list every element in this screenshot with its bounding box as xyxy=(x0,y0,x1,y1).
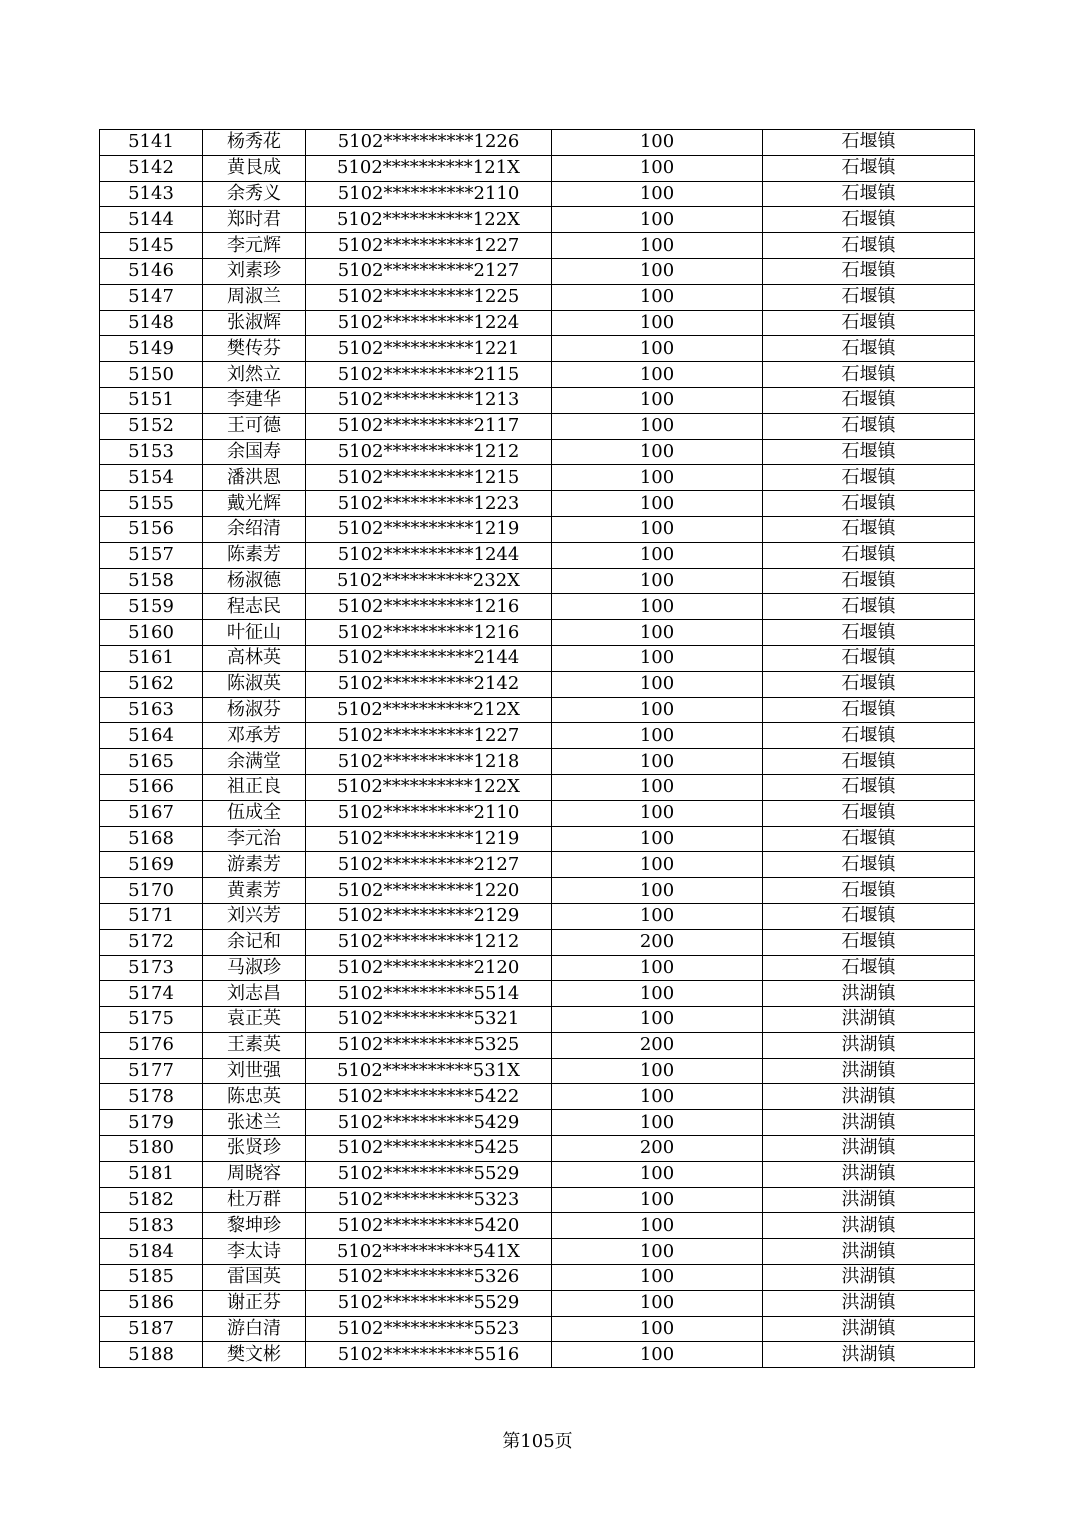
table-row xyxy=(100,749,975,775)
table-row xyxy=(100,852,975,878)
amount-cell: 100 xyxy=(552,800,763,826)
name-cell: 叶征山 xyxy=(203,620,306,646)
id-number-cell: 5102**********2110 xyxy=(306,800,552,826)
id-number-cell: 5102**********1227 xyxy=(306,723,552,749)
town-cell: 石堰镇 xyxy=(763,310,975,336)
town-cell: 洪湖镇 xyxy=(763,1187,975,1213)
town-cell: 石堰镇 xyxy=(763,749,975,775)
name-cell: 游素芳 xyxy=(203,852,306,878)
town-cell: 洪湖镇 xyxy=(763,1161,975,1187)
amount-cell: 100 xyxy=(552,1084,763,1110)
serial-number-cell: 5186 xyxy=(100,1290,203,1316)
name-cell: 戴光辉 xyxy=(203,491,306,517)
town-cell: 洪湖镇 xyxy=(763,1265,975,1291)
id-number-cell: 5102**********5429 xyxy=(306,1110,552,1136)
serial-number-cell: 5165 xyxy=(100,749,203,775)
id-number-cell: 5102**********5323 xyxy=(306,1187,552,1213)
town-cell: 石堰镇 xyxy=(763,181,975,207)
amount-cell: 100 xyxy=(552,645,763,671)
id-number-cell: 5102**********1226 xyxy=(306,130,552,156)
serial-number-cell: 5180 xyxy=(100,1136,203,1162)
name-cell: 王素英 xyxy=(203,1032,306,1058)
amount-cell: 100 xyxy=(552,542,763,568)
table-row xyxy=(100,929,975,955)
town-cell: 石堰镇 xyxy=(763,774,975,800)
town-cell: 洪湖镇 xyxy=(763,1290,975,1316)
town-cell: 石堰镇 xyxy=(763,594,975,620)
amount-cell: 100 xyxy=(552,697,763,723)
serial-number-cell: 5177 xyxy=(100,1058,203,1084)
serial-number-cell: 5164 xyxy=(100,723,203,749)
table-row xyxy=(100,645,975,671)
amount-cell: 100 xyxy=(552,955,763,981)
table-row xyxy=(100,1342,975,1368)
serial-number-cell: 5151 xyxy=(100,387,203,413)
town-cell: 石堰镇 xyxy=(763,336,975,362)
amount-cell: 100 xyxy=(552,465,763,491)
name-cell: 李元治 xyxy=(203,826,306,852)
id-number-cell: 5102**********2144 xyxy=(306,645,552,671)
id-number-cell: 5102**********1220 xyxy=(306,878,552,904)
amount-cell: 100 xyxy=(552,1290,763,1316)
table-row xyxy=(100,723,975,749)
id-number-cell: 5102**********2115 xyxy=(306,362,552,388)
town-cell: 洪湖镇 xyxy=(763,1032,975,1058)
id-number-cell: 5102**********5523 xyxy=(306,1316,552,1342)
amount-cell: 100 xyxy=(552,620,763,646)
town-cell: 石堰镇 xyxy=(763,826,975,852)
name-cell: 邓承芳 xyxy=(203,723,306,749)
serial-number-cell: 5155 xyxy=(100,491,203,517)
name-cell: 陈淑英 xyxy=(203,671,306,697)
serial-number-cell: 5184 xyxy=(100,1239,203,1265)
town-cell: 石堰镇 xyxy=(763,568,975,594)
id-number-cell: 5102**********1212 xyxy=(306,439,552,465)
name-cell: 马淑珍 xyxy=(203,955,306,981)
serial-number-cell: 5156 xyxy=(100,516,203,542)
town-cell: 石堰镇 xyxy=(763,852,975,878)
name-cell: 张述兰 xyxy=(203,1110,306,1136)
id-number-cell: 5102**********1244 xyxy=(306,542,552,568)
table-row xyxy=(100,516,975,542)
id-number-cell: 5102**********2129 xyxy=(306,903,552,929)
name-cell: 张淑辉 xyxy=(203,310,306,336)
table-row xyxy=(100,439,975,465)
serial-number-cell: 5187 xyxy=(100,1316,203,1342)
town-cell: 石堰镇 xyxy=(763,800,975,826)
amount-cell: 100 xyxy=(552,1342,763,1368)
name-cell: 杨秀花 xyxy=(203,130,306,156)
serial-number-cell: 5170 xyxy=(100,878,203,904)
name-cell: 余绍清 xyxy=(203,516,306,542)
table-row xyxy=(100,1213,975,1239)
table-row xyxy=(100,1239,975,1265)
serial-number-cell: 5162 xyxy=(100,671,203,697)
name-cell: 刘然立 xyxy=(203,362,306,388)
name-cell: 程志民 xyxy=(203,594,306,620)
serial-number-cell: 5173 xyxy=(100,955,203,981)
amount-cell: 100 xyxy=(552,130,763,156)
table-row xyxy=(100,1161,975,1187)
name-cell: 伍成全 xyxy=(203,800,306,826)
serial-number-cell: 5172 xyxy=(100,929,203,955)
name-cell: 余记和 xyxy=(203,929,306,955)
amount-cell: 100 xyxy=(552,387,763,413)
serial-number-cell: 5154 xyxy=(100,465,203,491)
table-row xyxy=(100,465,975,491)
table-row xyxy=(100,181,975,207)
name-cell: 黄素芳 xyxy=(203,878,306,904)
serial-number-cell: 5176 xyxy=(100,1032,203,1058)
serial-number-cell: 5149 xyxy=(100,336,203,362)
id-number-cell: 5102**********5325 xyxy=(306,1032,552,1058)
serial-number-cell: 5146 xyxy=(100,258,203,284)
town-cell: 石堰镇 xyxy=(763,955,975,981)
id-number-cell: 5102**********5321 xyxy=(306,1007,552,1033)
town-cell: 石堰镇 xyxy=(763,258,975,284)
id-number-cell: 5102**********5422 xyxy=(306,1084,552,1110)
amount-cell: 100 xyxy=(552,981,763,1007)
amount-cell: 100 xyxy=(552,516,763,542)
serial-number-cell: 5168 xyxy=(100,826,203,852)
amount-cell: 100 xyxy=(552,1316,763,1342)
town-cell: 石堰镇 xyxy=(763,155,975,181)
table-row xyxy=(100,594,975,620)
table-row xyxy=(100,336,975,362)
name-cell: 樊传芬 xyxy=(203,336,306,362)
town-cell: 石堰镇 xyxy=(763,387,975,413)
id-number-cell: 5102**********1219 xyxy=(306,826,552,852)
table-row xyxy=(100,903,975,929)
serial-number-cell: 5141 xyxy=(100,130,203,156)
amount-cell: 100 xyxy=(552,594,763,620)
id-number-cell: 5102**********1225 xyxy=(306,284,552,310)
name-cell: 杜万群 xyxy=(203,1187,306,1213)
id-number-cell: 5102**********1218 xyxy=(306,749,552,775)
serial-number-cell: 5166 xyxy=(100,774,203,800)
serial-number-cell: 5157 xyxy=(100,542,203,568)
id-number-cell: 5102**********1223 xyxy=(306,491,552,517)
serial-number-cell: 5179 xyxy=(100,1110,203,1136)
table-row xyxy=(100,1136,975,1162)
id-number-cell: 5102**********5425 xyxy=(306,1136,552,1162)
serial-number-cell: 5169 xyxy=(100,852,203,878)
id-number-cell: 5102**********2127 xyxy=(306,258,552,284)
table-row xyxy=(100,697,975,723)
id-number-cell: 5102**********1224 xyxy=(306,310,552,336)
amount-cell: 200 xyxy=(552,1136,763,1162)
id-number-cell: 5102**********1213 xyxy=(306,387,552,413)
serial-number-cell: 5174 xyxy=(100,981,203,1007)
town-cell: 石堰镇 xyxy=(763,233,975,259)
table-row xyxy=(100,568,975,594)
amount-cell: 200 xyxy=(552,929,763,955)
table-row xyxy=(100,491,975,517)
serial-number-cell: 5142 xyxy=(100,155,203,181)
serial-number-cell: 5167 xyxy=(100,800,203,826)
amount-cell: 100 xyxy=(552,413,763,439)
serial-number-cell: 5181 xyxy=(100,1161,203,1187)
town-cell: 石堰镇 xyxy=(763,362,975,388)
amount-cell: 100 xyxy=(552,1213,763,1239)
id-number-cell: 5102**********1216 xyxy=(306,620,552,646)
table-row xyxy=(100,1110,975,1136)
amount-cell: 100 xyxy=(552,1239,763,1265)
serial-number-cell: 5143 xyxy=(100,181,203,207)
name-cell: 余国寿 xyxy=(203,439,306,465)
name-cell: 李元辉 xyxy=(203,233,306,259)
name-cell: 袁正英 xyxy=(203,1007,306,1033)
id-number-cell: 5102**********2110 xyxy=(306,181,552,207)
table-row xyxy=(100,233,975,259)
table-row xyxy=(100,955,975,981)
id-number-cell: 5102**********2120 xyxy=(306,955,552,981)
amount-cell: 100 xyxy=(552,568,763,594)
town-cell: 石堰镇 xyxy=(763,723,975,749)
serial-number-cell: 5152 xyxy=(100,413,203,439)
town-cell: 洪湖镇 xyxy=(763,1213,975,1239)
id-number-cell: 5102**********1221 xyxy=(306,336,552,362)
amount-cell: 100 xyxy=(552,1058,763,1084)
serial-number-cell: 5144 xyxy=(100,207,203,233)
name-cell: 杨淑德 xyxy=(203,568,306,594)
amount-cell: 100 xyxy=(552,491,763,517)
serial-number-cell: 5153 xyxy=(100,439,203,465)
town-cell: 石堰镇 xyxy=(763,413,975,439)
name-cell: 郑时君 xyxy=(203,207,306,233)
id-number-cell: 5102**********2127 xyxy=(306,852,552,878)
town-cell: 洪湖镇 xyxy=(763,1342,975,1368)
table-row xyxy=(100,1032,975,1058)
town-cell: 洪湖镇 xyxy=(763,1239,975,1265)
amount-cell: 100 xyxy=(552,826,763,852)
name-cell: 王可德 xyxy=(203,413,306,439)
town-cell: 石堰镇 xyxy=(763,620,975,646)
table-row xyxy=(100,207,975,233)
table-row xyxy=(100,1084,975,1110)
id-number-cell: 5102**********5514 xyxy=(306,981,552,1007)
amount-cell: 100 xyxy=(552,749,763,775)
id-number-cell: 5102**********121X xyxy=(306,155,552,181)
roster-table xyxy=(99,129,975,1368)
name-cell: 刘兴芳 xyxy=(203,903,306,929)
id-number-cell: 5102**********5529 xyxy=(306,1161,552,1187)
table-row xyxy=(100,878,975,904)
town-cell: 石堰镇 xyxy=(763,645,975,671)
name-cell: 刘素珍 xyxy=(203,258,306,284)
table-row xyxy=(100,800,975,826)
amount-cell: 100 xyxy=(552,1265,763,1291)
table-row xyxy=(100,1187,975,1213)
amount-cell: 100 xyxy=(552,671,763,697)
town-cell: 石堰镇 xyxy=(763,491,975,517)
table-row xyxy=(100,1007,975,1033)
table-row xyxy=(100,310,975,336)
id-number-cell: 5102**********2117 xyxy=(306,413,552,439)
table-row xyxy=(100,130,975,156)
table-row xyxy=(100,362,975,388)
name-cell: 陈忠英 xyxy=(203,1084,306,1110)
id-number-cell: 5102**********5529 xyxy=(306,1290,552,1316)
name-cell: 祖正良 xyxy=(203,774,306,800)
serial-number-cell: 5185 xyxy=(100,1265,203,1291)
name-cell: 余满堂 xyxy=(203,749,306,775)
serial-number-cell: 5188 xyxy=(100,1342,203,1368)
name-cell: 杨淑芬 xyxy=(203,697,306,723)
name-cell: 周淑兰 xyxy=(203,284,306,310)
name-cell: 黄艮成 xyxy=(203,155,306,181)
table-row xyxy=(100,155,975,181)
id-number-cell: 5102**********122X xyxy=(306,207,552,233)
id-number-cell: 5102**********5326 xyxy=(306,1265,552,1291)
amount-cell: 200 xyxy=(552,1032,763,1058)
name-cell: 余秀义 xyxy=(203,181,306,207)
amount-cell: 100 xyxy=(552,852,763,878)
town-cell: 洪湖镇 xyxy=(763,1084,975,1110)
amount-cell: 100 xyxy=(552,207,763,233)
amount-cell: 100 xyxy=(552,181,763,207)
amount-cell: 100 xyxy=(552,878,763,904)
name-cell: 樊文彬 xyxy=(203,1342,306,1368)
name-cell: 刘志昌 xyxy=(203,981,306,1007)
serial-number-cell: 5145 xyxy=(100,233,203,259)
name-cell: 周晓容 xyxy=(203,1161,306,1187)
town-cell: 石堰镇 xyxy=(763,542,975,568)
id-number-cell: 5102**********531X xyxy=(306,1058,552,1084)
name-cell: 张贤珍 xyxy=(203,1136,306,1162)
amount-cell: 100 xyxy=(552,258,763,284)
serial-number-cell: 5147 xyxy=(100,284,203,310)
amount-cell: 100 xyxy=(552,284,763,310)
town-cell: 石堰镇 xyxy=(763,671,975,697)
serial-number-cell: 5160 xyxy=(100,620,203,646)
id-number-cell: 5102**********1216 xyxy=(306,594,552,620)
town-cell: 石堰镇 xyxy=(763,516,975,542)
amount-cell: 100 xyxy=(552,1187,763,1213)
name-cell: 潘洪恩 xyxy=(203,465,306,491)
table-row xyxy=(100,774,975,800)
amount-cell: 100 xyxy=(552,1007,763,1033)
name-cell: 陈素芳 xyxy=(203,542,306,568)
amount-cell: 100 xyxy=(552,310,763,336)
town-cell: 石堰镇 xyxy=(763,697,975,723)
town-cell: 石堰镇 xyxy=(763,878,975,904)
id-number-cell: 5102**********1227 xyxy=(306,233,552,259)
serial-number-cell: 5161 xyxy=(100,645,203,671)
town-cell: 洪湖镇 xyxy=(763,1136,975,1162)
amount-cell: 100 xyxy=(552,774,763,800)
table-row xyxy=(100,542,975,568)
serial-number-cell: 5182 xyxy=(100,1187,203,1213)
table-row xyxy=(100,981,975,1007)
id-number-cell: 5102**********1215 xyxy=(306,465,552,491)
serial-number-cell: 5150 xyxy=(100,362,203,388)
amount-cell: 100 xyxy=(552,903,763,929)
amount-cell: 100 xyxy=(552,723,763,749)
table-row xyxy=(100,671,975,697)
town-cell: 石堰镇 xyxy=(763,130,975,156)
name-cell: 高林英 xyxy=(203,645,306,671)
serial-number-cell: 5183 xyxy=(100,1213,203,1239)
town-cell: 石堰镇 xyxy=(763,929,975,955)
town-cell: 洪湖镇 xyxy=(763,1316,975,1342)
id-number-cell: 5102**********212X xyxy=(306,697,552,723)
id-number-cell: 5102**********122X xyxy=(306,774,552,800)
serial-number-cell: 5148 xyxy=(100,310,203,336)
amount-cell: 100 xyxy=(552,1161,763,1187)
town-cell: 石堰镇 xyxy=(763,465,975,491)
table-row xyxy=(100,1290,975,1316)
town-cell: 石堰镇 xyxy=(763,439,975,465)
amount-cell: 100 xyxy=(552,155,763,181)
id-number-cell: 5102**********1212 xyxy=(306,929,552,955)
table-row xyxy=(100,1316,975,1342)
id-number-cell: 5102**********232X xyxy=(306,568,552,594)
serial-number-cell: 5175 xyxy=(100,1007,203,1033)
name-cell: 雷国英 xyxy=(203,1265,306,1291)
id-number-cell: 5102**********1219 xyxy=(306,516,552,542)
serial-number-cell: 5178 xyxy=(100,1084,203,1110)
name-cell: 刘世强 xyxy=(203,1058,306,1084)
table-row xyxy=(100,284,975,310)
name-cell: 黎坤珍 xyxy=(203,1213,306,1239)
table-row xyxy=(100,413,975,439)
table-row xyxy=(100,258,975,284)
serial-number-cell: 5171 xyxy=(100,903,203,929)
serial-number-cell: 5163 xyxy=(100,697,203,723)
town-cell: 石堰镇 xyxy=(763,284,975,310)
name-cell: 李太诗 xyxy=(203,1239,306,1265)
table-row xyxy=(100,1058,975,1084)
amount-cell: 100 xyxy=(552,362,763,388)
serial-number-cell: 5158 xyxy=(100,568,203,594)
table-row xyxy=(100,387,975,413)
id-number-cell: 5102**********5516 xyxy=(306,1342,552,1368)
amount-cell: 100 xyxy=(552,233,763,259)
id-number-cell: 5102**********2142 xyxy=(306,671,552,697)
table-row xyxy=(100,620,975,646)
id-number-cell: 5102**********541X xyxy=(306,1239,552,1265)
town-cell: 石堰镇 xyxy=(763,207,975,233)
town-cell: 洪湖镇 xyxy=(763,1007,975,1033)
amount-cell: 100 xyxy=(552,336,763,362)
town-cell: 洪湖镇 xyxy=(763,981,975,1007)
serial-number-cell: 5159 xyxy=(100,594,203,620)
page-number: 第105页 xyxy=(502,1431,573,1452)
name-cell: 谢正芬 xyxy=(203,1290,306,1316)
table-row xyxy=(100,826,975,852)
amount-cell: 100 xyxy=(552,439,763,465)
name-cell: 游白清 xyxy=(203,1316,306,1342)
roster-table-body xyxy=(100,130,975,1368)
name-cell: 李建华 xyxy=(203,387,306,413)
town-cell: 洪湖镇 xyxy=(763,1110,975,1136)
id-number-cell: 5102**********5420 xyxy=(306,1213,552,1239)
town-cell: 洪湖镇 xyxy=(763,1058,975,1084)
amount-cell: 100 xyxy=(552,1110,763,1136)
town-cell: 石堰镇 xyxy=(763,903,975,929)
table-row xyxy=(100,1265,975,1291)
